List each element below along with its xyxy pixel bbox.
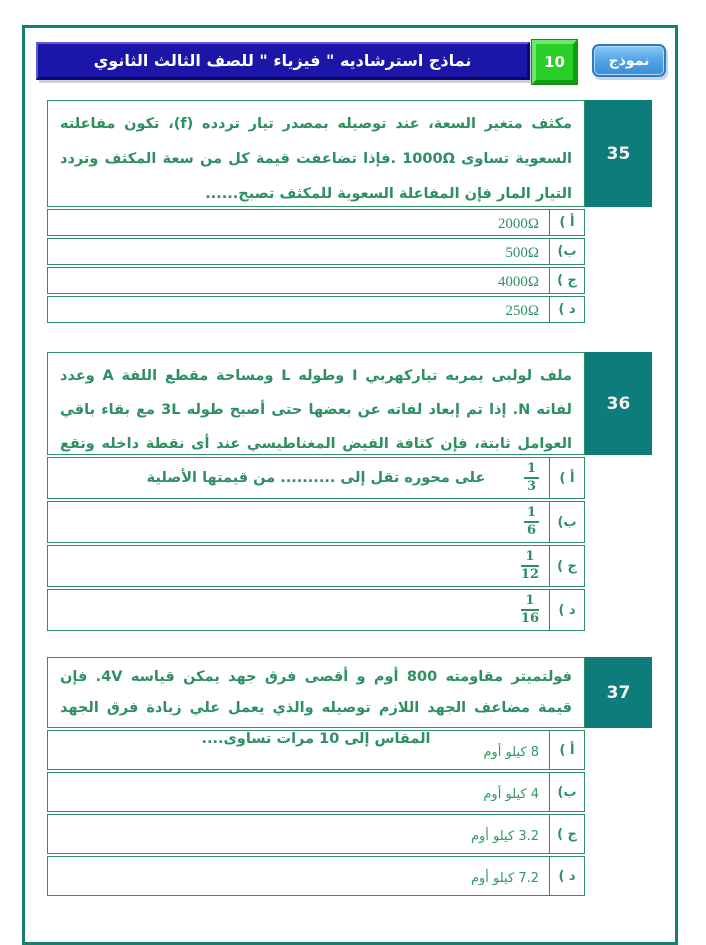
answer-row-35-a <box>47 209 585 236</box>
answer-row-35-c <box>47 267 585 294</box>
answer-row-36-d <box>47 589 585 631</box>
model-button-label: نموذج <box>608 52 650 69</box>
question-37-number-box: 37 <box>585 657 652 728</box>
answer-value: 3.2 كيلو أوم <box>470 828 539 844</box>
question-36-text: ملف لولبى يمربه تياركهربي I وطوله L ومساحة مقطع اللفة A وعدد لفاته N. إذا تم إبعاد لفاته عن بعضها حتى أصبح طوله 3L مع بقاء باقي العوامل ثابتة، فإن كثافة الفيض المغناطيسي عند أى نقطة داخله وتقع على محوره تقل إلى .......... من قيمتها الأصلية <box>47 352 585 455</box>
answer-letter: د ) <box>549 297 584 322</box>
question-37-text: فولتميتر مقاومته 800 أوم و أقصى فرق جهد يمكن قياسه 4V. فإن قيمة مضاعف الجهد اللازم توصيله والذي يعمل علي زيادة فرق الجهد المقاس إلى 10 مرات تساوى.... <box>47 657 585 728</box>
answer-row-36-a <box>47 457 585 499</box>
answer-letter: ب) <box>549 239 584 264</box>
answer-row-36-c <box>47 545 585 587</box>
answer-row-36-b <box>47 501 585 543</box>
page-title: نماذج استرشاديه " فيزياء " للصف الثالث الثانوي <box>93 51 472 70</box>
answer-letter: أ ) <box>549 210 584 235</box>
answer-value: 250Ω <box>505 302 539 319</box>
question-36 <box>47 352 652 631</box>
question-35-text: مكثف متغير السعة، عند توصيله بمصدر تيار تردده (f)، تكون مفاعلته السعوية تساوى 1000Ω .فإذا تضاعفت قيمة كل من سعة المكثف وتردد التيار المار فإن المفاعلة السعوية للمكثف تصبح...... <box>47 100 585 207</box>
answer-letter: ج ) <box>549 268 584 293</box>
question-35-row <box>47 100 652 207</box>
question-37-row <box>47 657 652 747</box>
answer-letter: ج ) <box>549 546 584 586</box>
question-37 <box>47 657 652 896</box>
answer-value: 500Ω <box>505 244 539 261</box>
answer-value: 2000Ω <box>497 215 539 232</box>
answer-value: 4 كيلو أوم <box>483 786 539 802</box>
question-36-number-box: 36 <box>585 352 652 455</box>
answer-letter: د ) <box>549 857 584 895</box>
question-35-number-box: 35 <box>585 100 652 207</box>
answer-value: 4000Ω <box>497 273 539 290</box>
answer-row-37-b <box>47 772 585 812</box>
answer-letter: أ ) <box>549 731 584 769</box>
answer-fraction: $\frac{1}{3}$ <box>524 462 539 495</box>
answer-fraction: $\frac{1}{12}$ <box>520 548 539 582</box>
model-number-badge <box>532 40 577 84</box>
answer-letter: ب) <box>549 773 584 811</box>
answer-fraction: $\frac{1}{16}$ <box>520 592 539 626</box>
answer-letter: أ ) <box>549 458 584 498</box>
answer-letter: ج ) <box>549 815 584 853</box>
answer-row-37-d <box>47 856 585 896</box>
model-number-value: 10 <box>544 53 565 71</box>
answer-letter: ب) <box>549 502 584 542</box>
answer-row-37-c <box>47 814 585 854</box>
answer-row-35-b <box>47 238 585 265</box>
answer-row-35-d <box>47 296 585 323</box>
answer-value: 7.2 كيلو أوم <box>470 870 539 886</box>
answer-letter: د ) <box>549 590 584 630</box>
answer-fraction: $\frac{1}{6}$ <box>524 506 539 539</box>
answer-value: 8 كيلو أوم <box>483 744 539 760</box>
model-button[interactable] <box>592 44 666 77</box>
header-title-bar <box>36 42 530 80</box>
question-35 <box>47 100 652 323</box>
